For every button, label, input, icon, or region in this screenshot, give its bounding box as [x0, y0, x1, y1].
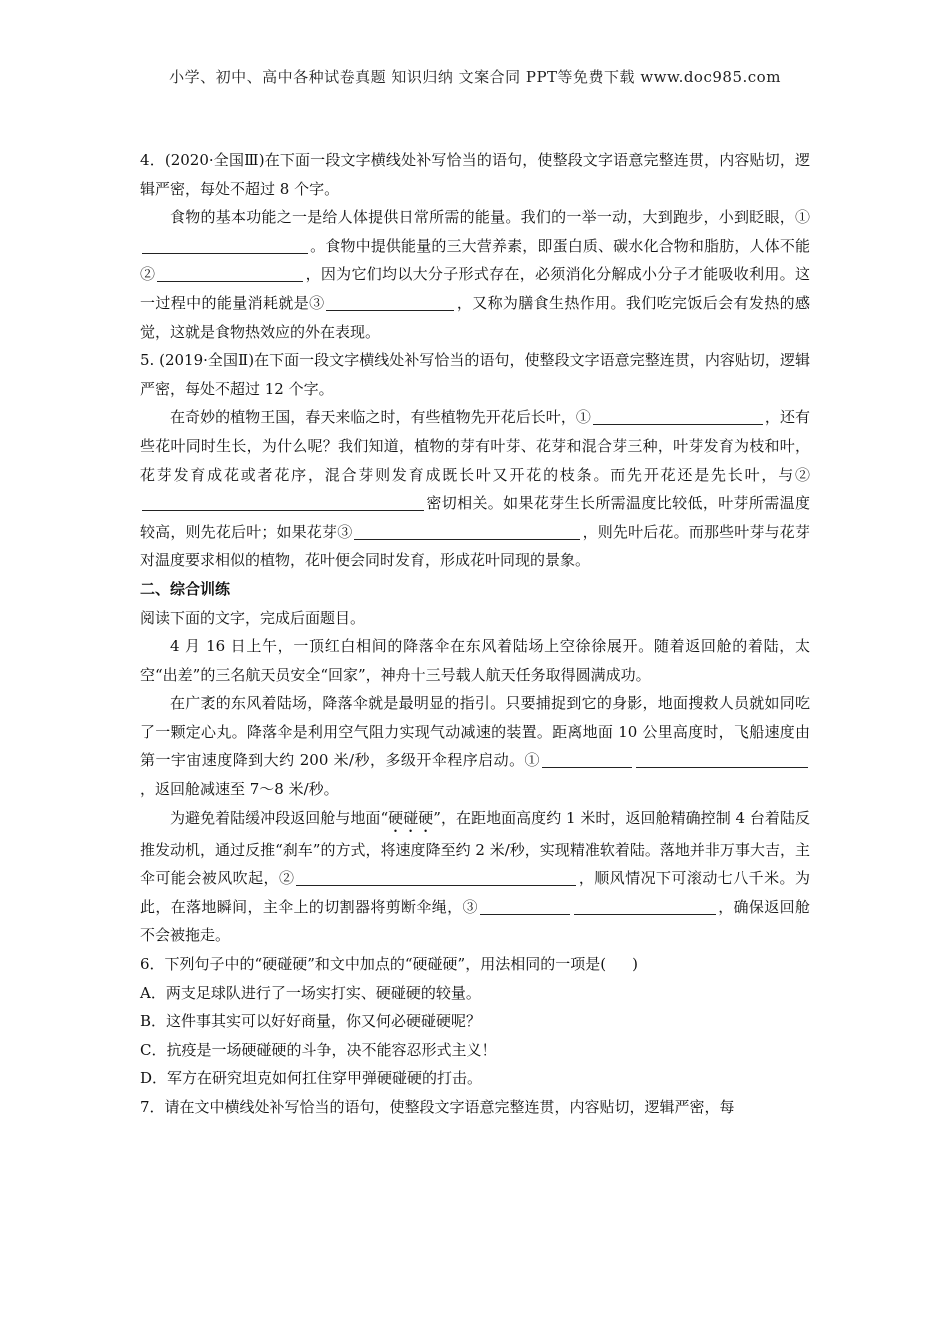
- q4-passage: [140, 203, 810, 346]
- para3-text-1: 为避免着陆缓冲段返回舱与地面“: [170, 808, 389, 827]
- q4-text-2: 。食物中提供能量的三大营养素，即蛋白质、碳水化合物和脂肪，人体不能②: [140, 236, 810, 284]
- passage-paragraph-1: 4 月 16 日上午，一顶红白相间的降落伞在东风着陆场上空徐徐展开。随着返回舱的着陆，太空“出差”的三名航天员安全“回家”，神舟十三号载人航天任务取得圆满成功。: [140, 637, 810, 684]
- para3-text-3: ，顺风情况下可滚动七八千米。为此，在落地瞬间，主伞上的切割器将剪断伞绳，③: [140, 869, 810, 916]
- para2-text-1: 在广袤的东风着陆场，降落伞就是最明显的指引。只要捕捉到它的身影，地面搜救人员就如同吃了一颗定心丸。降落伞是利用空气阻力实现气动减速的装置。距离地面 10 公里高度时，飞船速度由第一宇宙速度降到大约 200 米/秒，多级开伞程序启动。①: [140, 694, 810, 770]
- q4-text-3: ，因为它们均以大分子形式存在，必须消化分解成小分子才能吸收利用。这一过程中的能量消耗就是③: [140, 265, 810, 312]
- q4-blank-1[interactable]: [142, 238, 308, 254]
- q6-option-d[interactable]: D．军方在研究坦克如何扛住穿甲弹硬碰硬的打击。: [140, 1069, 483, 1088]
- q4-stem: 4．(2020·全国Ⅲ)在下面一段文字横线处补写恰当的语句，使整段文字语意完整连贯，内容贴切，逻辑严密，每处不超过 8 个字。: [140, 151, 810, 198]
- passage-blank-3b[interactable]: [574, 899, 716, 915]
- para2-text-2: ，返回舱减速至 7～8 米/秒。: [140, 780, 339, 799]
- dotted-phrase: 硬碰硬: [388, 808, 434, 827]
- reading-instruction: 阅读下面的文字，完成后面题目。: [140, 608, 366, 627]
- q6-option-b[interactable]: B．这件事其实可以好好商量，你又何必硬碰硬呢？: [140, 1012, 482, 1031]
- q7-stem: 7．请在文中横线处补写恰当的语句，使整段文字语意完整连贯，内容贴切，逻辑严密，每: [140, 1098, 735, 1116]
- passage-blank-1b[interactable]: [636, 752, 808, 768]
- q6-stem-text: 6．下列句子中的“硬碰硬”和文中加点的“硬碰硬”，用法相同的一项是(: [140, 955, 607, 974]
- q6-option-a[interactable]: A．两支足球队进行了一场实打实、硬碰硬的较量。: [140, 983, 481, 1002]
- exam-content: [140, 146, 810, 1122]
- q6-stem: [140, 950, 810, 979]
- q5-stem: 5. (2019·全国Ⅱ)在下面一段文字横线处补写恰当的语句，使整段文字语意完整连贯，内容贴切，逻辑严密，每处不超过 12 个字。: [140, 351, 810, 398]
- site-banner: 小学、初中、高中各种试卷真题 知识归纳 文案合同 PPT等免费下载 www.doc985.com: [169, 68, 781, 86]
- q5-text-3: 密切相关。如果花芽生长所需温度比较低，叶芽所需温度较高，则先花后叶；如果花芽③: [140, 494, 810, 541]
- para3-text-4: ，确保返回舱不会被拖走。: [140, 897, 810, 945]
- q4-text-1: 食物的基本功能之一是给人体提供日常所需的能量。我们的一举一动，大到跑步，小到眨眼，①: [170, 208, 810, 227]
- q5-blank-3[interactable]: [354, 524, 580, 540]
- q5-blank-1[interactable]: [593, 409, 763, 425]
- passage-blank-1a[interactable]: [542, 752, 632, 768]
- passage-blank-2[interactable]: [296, 870, 576, 886]
- passage-paragraph-2: [140, 689, 810, 803]
- q4-blank-2[interactable]: [157, 266, 303, 282]
- passage-blank-3a[interactable]: [480, 899, 570, 915]
- q5-blank-2[interactable]: [142, 495, 424, 511]
- q5-text-2: ，还有些花叶同时生长，为什么呢？我们知道，植物的芽有叶芽、花芽和混合芽三种，叶芽发育为枝和叶，花芽发育成花或者花序，混合芽则发育成既长叶又开花的枝条。而先开花还是先长叶，与②: [140, 408, 810, 484]
- q5-passage: [140, 403, 810, 575]
- q6-option-c[interactable]: C．抗疫是一场硬碰硬的斗争，决不能容忍形式主义！: [140, 1040, 497, 1059]
- q4-text-4: ，又称为膳食生热作用。我们吃完饭后会有发热的感觉，这就是食物热效应的外在表现。: [140, 293, 810, 341]
- q5-text-4: ，则先叶后花。而那些叶芽与花芽对温度要求相似的植物，花叶便会同时发育，形成花叶同现的景象。: [140, 522, 810, 570]
- q6-stem-close: ): [632, 955, 638, 974]
- passage-paragraph-3: [140, 804, 810, 950]
- q4-blank-3[interactable]: [326, 295, 454, 311]
- para3-text-2: ”，在距地面高度约 1 米时，返回舱精确控制 4 台着陆反推发动机，通过反推“刹车”的方式，将速度降至约 2 米/秒，实现精准软着陆。落地并非万事大吉，主伞可能会被风吹起，②: [140, 808, 810, 888]
- q5-text-1: 在奇妙的植物王国，春天来临之时，有些植物先开花后长叶，①: [170, 408, 591, 427]
- section-title: 二、综合训练: [140, 579, 231, 598]
